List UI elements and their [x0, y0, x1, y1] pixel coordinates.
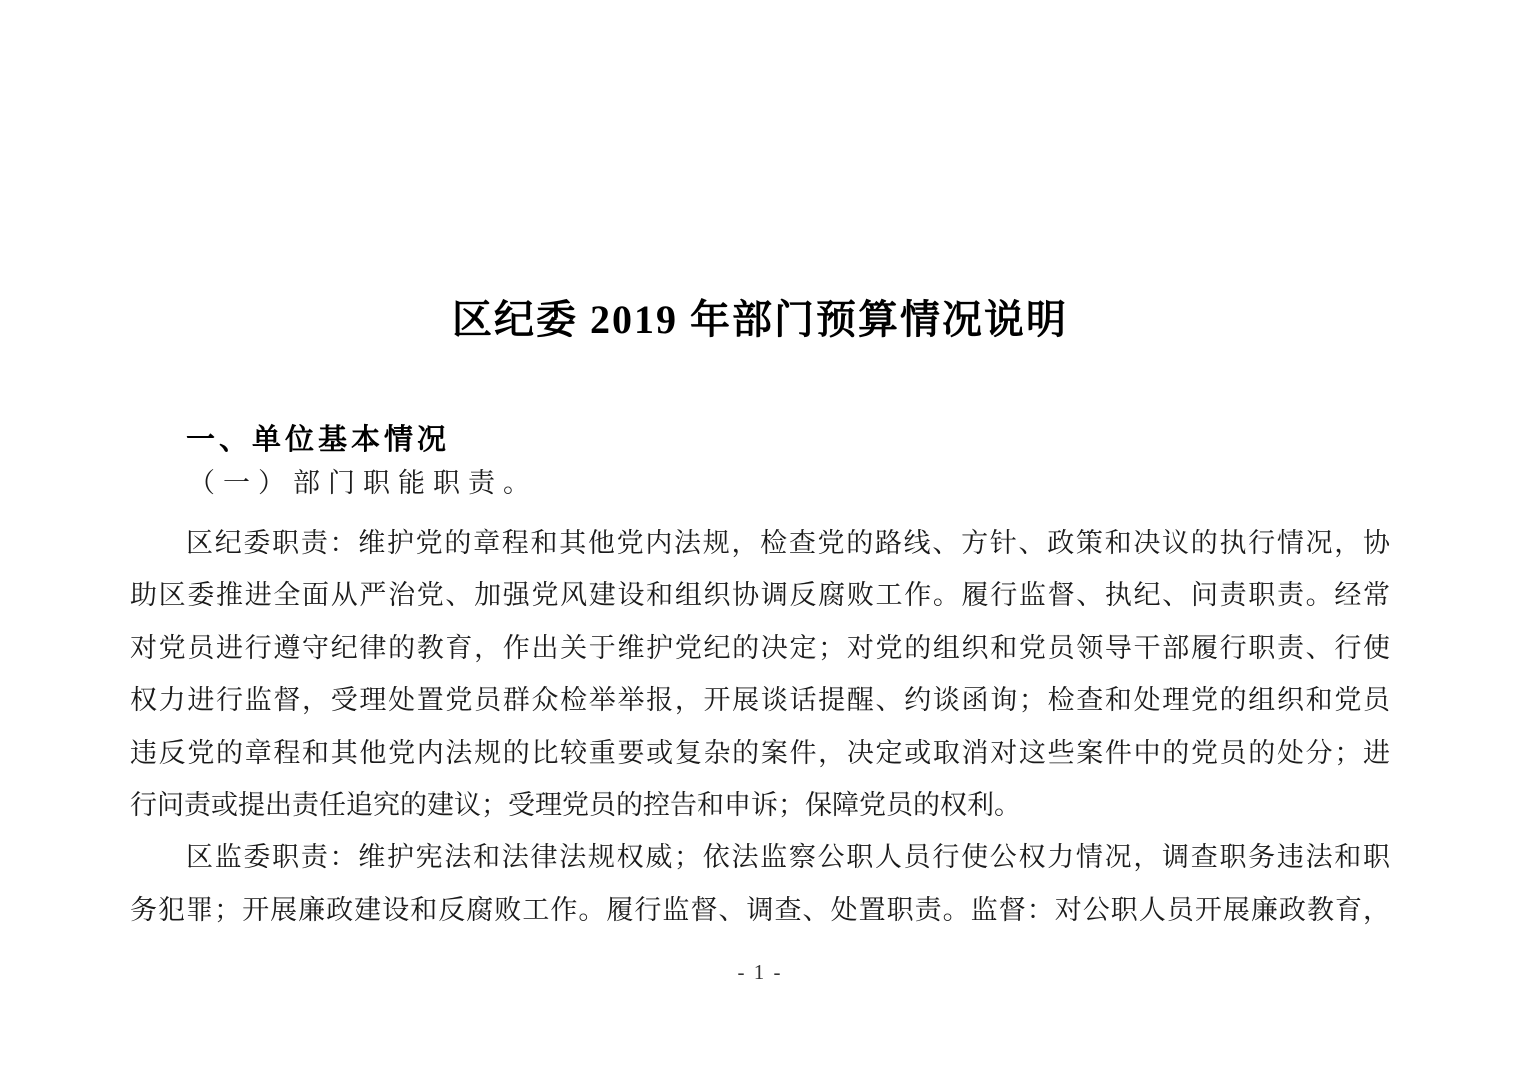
- document-title: 区纪委 2019 年部门预算情况说明: [452, 297, 1068, 342]
- page-number: - 1 -: [737, 960, 783, 984]
- body-text: [130, 517, 1390, 936]
- body-text-line: 行问责或提出责任追究的建议；受理党员的控告和申诉；保障党员的权利。: [130, 789, 1021, 820]
- section-heading: 一、单位基本情况: [186, 424, 451, 456]
- body-text-line: 违反党的章程和其他党内法规的比较重要或复杂的案件，决定或取消对这些案件中的党员的处分；进: [130, 737, 1390, 768]
- body-text-line: 区监委职责：维护宪法和法律法规权威；依法监察公职人员行使公权力情况，调查职务违法和职: [186, 842, 1390, 873]
- body-text-line: 权力进行监督，受理处置党员群众检举举报，开展谈话提醒、约谈函询；检查和处理党的组织和党员: [130, 685, 1390, 716]
- body-text-line: 区纪委职责：维护党的章程和其他党内法规，检查党的路线、方针、政策和决议的执行情况，协: [186, 528, 1390, 558]
- body-text-line: 务犯罪；开展廉政建设和反腐败工作。履行监督、调查、处置职责。监督：对公职人员开展廉政教育，: [130, 894, 1390, 925]
- body-text-line: 对党员进行遵守纪律的教育，作出关于维护党纪的决定；对党的组织和党员领导干部履行职责、行使: [130, 632, 1390, 663]
- subsection-heading: （一）部门职能职责。: [188, 468, 538, 498]
- body-text-line: 助区委推进全面从严治党、加强党风建设和组织协调反腐败工作。履行监督、执纪、问责职责。经常: [130, 580, 1390, 611]
